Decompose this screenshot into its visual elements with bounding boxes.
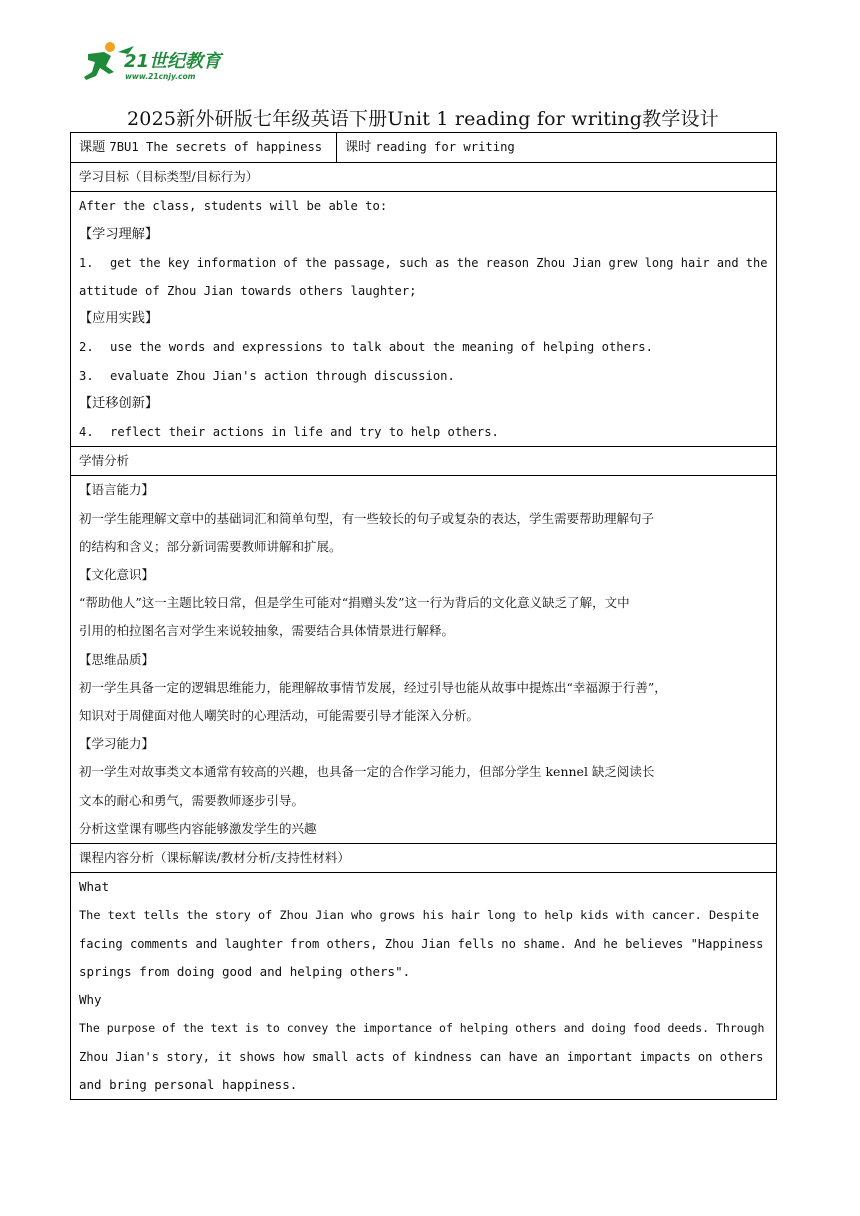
analysis-p2-line-2: 引用的柏拉图名言对学生来说较抽象，需要结合具体情景进行解释。 <box>79 623 455 639</box>
analysis-category-3: 【思维品质】 <box>79 651 155 667</box>
document-title: 2025新外研版七年级英语下册Unit 1 reading for writing教学设计 <box>127 108 719 130</box>
objective-item-1-line-2: attitude of Zhou Jian towards others laughter; <box>79 284 417 299</box>
objectives-body <box>71 192 777 447</box>
objective-item-3-number: 3. <box>79 368 94 383</box>
analysis-p5: 分析这堂课有哪些内容能够激发学生的兴趣 <box>79 820 317 836</box>
objective-item-2-number: 2. <box>79 340 94 355</box>
objective-category-1: 【学习理解】 <box>79 226 159 242</box>
objective-item-4-text: reflect their actions in life and try to help others. <box>110 425 499 440</box>
site-logo <box>78 40 248 86</box>
analysis-heading: 学情分析 <box>71 447 777 476</box>
period-value: reading for writing <box>375 140 515 154</box>
analysis-p3-line-1: 初一学生具备一定的逻辑思维能力，能理解故事情节发展，经过引导也能从故事中提炼出“幸福源于行善”， <box>79 679 667 695</box>
content-what-line-2: facing comments and laughter from others, Zhou Jian fells no shame. And he believes "Happiness <box>79 936 764 951</box>
content-heading: 课程内容分析（课标解读/教材分析/支持性材料） <box>71 844 777 873</box>
objective-item-1-number: 1. <box>79 255 94 270</box>
objectives-heading: 学习目标（目标类型/目标行为） <box>71 163 777 192</box>
content-why-line-1: The purpose of the text is to convey the importance of helping others and doing food deeds. Through <box>79 1021 765 1036</box>
content-why-line-2: Zhou Jian's story, it shows how small acts of kindness can have an important impacts on others <box>79 1049 764 1064</box>
content-what-line-1: The text tells the story of Zhou Jian who grows his hair long to help kids with cancer. Despite <box>79 908 760 923</box>
content-why-line-3: and bring personal happiness. <box>79 1076 298 1092</box>
objective-category-3: 【迁移创新】 <box>79 395 159 411</box>
objective-item-4-number: 4. <box>79 425 94 440</box>
runner-logo-icon <box>78 40 248 86</box>
objective-item-4 <box>79 418 768 446</box>
topic-cell <box>71 133 337 163</box>
analysis-category-1: 【语言能力】 <box>79 482 155 498</box>
topic-row <box>71 133 777 163</box>
content-body <box>71 873 777 1100</box>
topic-value: 7BU1 The secrets of happiness <box>109 140 323 154</box>
objective-item-2-text: use the words and expressions to talk about the meaning of helping others. <box>110 340 653 355</box>
analysis-category-4: 【学习能力】 <box>79 736 155 752</box>
content-why-label: Why <box>79 992 102 1008</box>
objectives-intro: After the class, students will be able to: <box>79 199 388 214</box>
objective-item-1-line-1 <box>79 249 768 277</box>
analysis-p4-line-1: 初一学生对故事类文本通常有较高的兴趣，也具备一定的合作学习能力，但部分学生 kennel 缺乏阅读长 <box>79 764 655 780</box>
topic-label: 课题 <box>79 140 106 155</box>
period-label: 课时 <box>345 140 372 155</box>
lesson-plan-table <box>70 132 777 1100</box>
analysis-p4-line-2: 文本的耐心和勇气，需要教师逐步引导。 <box>79 792 305 808</box>
objective-item-2 <box>79 333 768 361</box>
content-what-line-3: springs from doing good and helping others". <box>79 963 411 979</box>
analysis-p1-line-2: 的结构和含义；部分新词需要教师讲解和扩展。 <box>79 538 342 554</box>
analysis-p2-line-1: “帮助他人”这一主题比较日常，但是学生可能对“捐赠头发”这一行为背后的文化意义缺乏了解，文中 <box>79 595 630 611</box>
analysis-p1-line-1: 初一学生能理解文章中的基础词汇和简单句型，有一些较长的句子或复杂的表达，学生需要帮助理解句子 <box>79 510 655 526</box>
svg-text:21世纪教育: 21世纪教育 <box>124 51 222 72</box>
objective-category-2: 【应用实践】 <box>79 311 159 327</box>
analysis-body <box>71 476 777 844</box>
analysis-p3-line-2: 知识对于周健面对他人嘲笑时的心理活动，可能需要引导才能深入分析。 <box>79 708 480 724</box>
objective-item-3 <box>79 362 768 390</box>
objective-item-1-text: get the key information of the passage, such as the reason Zhou Jian grew long hair and the <box>110 255 768 270</box>
period-cell <box>337 133 777 163</box>
svg-text:www.21cnjy.com: www.21cnjy.com <box>125 72 196 81</box>
objective-item-3-text: evaluate Zhou Jian's action through discussion. <box>110 368 455 383</box>
analysis-category-2: 【文化意识】 <box>79 567 155 583</box>
content-what-label: What <box>79 879 110 895</box>
